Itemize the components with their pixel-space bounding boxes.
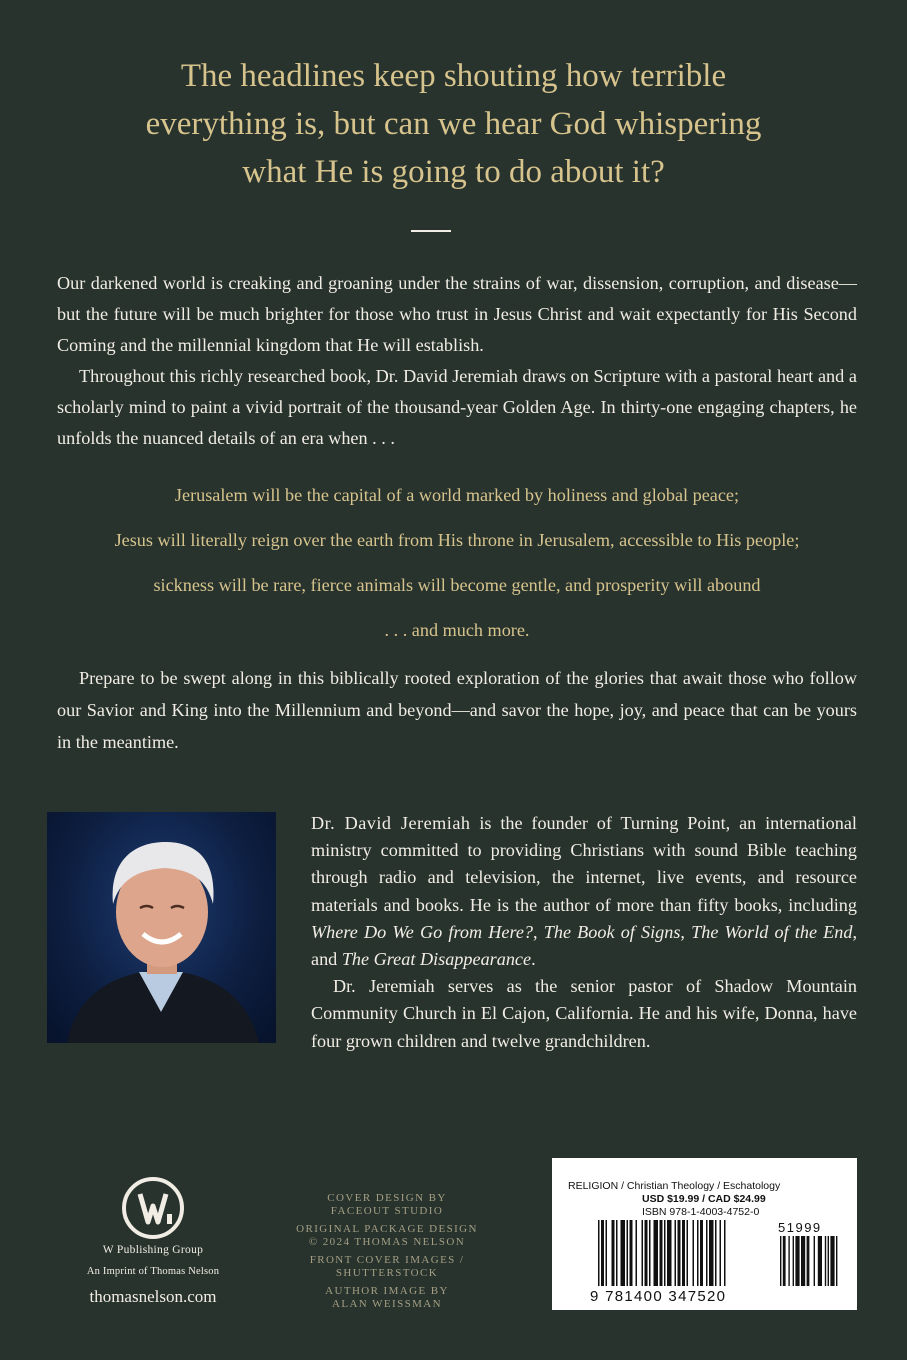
- highlight-item: sickness will be rare, fierce animals will become gentle, and prosperity will abound: [153, 575, 761, 595]
- design-credits: COVER DESIGN BY FACEOUT STUDIO ORIGINAL PACKAGE DESIGN © 2024 THOMAS NELSON FRONT COVER IMAGES / SHUTTERSTOCK AUTHOR IMAGE BY ALAN WEISSMAN: [296, 1192, 478, 1310]
- headline: [70, 52, 837, 196]
- price-addon: 51999: [778, 1220, 822, 1235]
- author-name: Dr. David Jeremiah: [311, 813, 471, 833]
- price-label: USD $19.99 / CAD $24.99: [642, 1193, 766, 1205]
- headline-line: The headlines keep shouting how terrible: [180, 58, 727, 94]
- closing-paragraph: Prepare to be swept along in this biblically rooted exploration of the glories that await those who follow our Savior and King into the Millennium and beyond—and savor the hope, joy, and peace that can be yours in the meantime.: [57, 668, 857, 752]
- publisher-imprint: An Imprint of Thomas Nelson: [86, 1266, 220, 1277]
- description-paragraph: Our darkened world is creaking and groaning under the strains of war, dissension, corruption, and disease—but the future will be much brighter for those who trust in Jesus Christ and wait expectantly for His Second Coming and the millennial kingdom that He will establish.: [57, 273, 857, 355]
- bio-paragraph: Dr. David Jeremiah is the founder of Turning Point, an international ministry committed to providing Christians with sound Bible teaching through radio and television, the internet, live events, and resource materials and books. He is the author of more than fifty books, including Where Do We Go from Here?, The Book of Signs, The World of the End, and The Great Disappearance.: [311, 813, 858, 970]
- book-title: Where Do We Go from Here?: [311, 921, 534, 942]
- headline-line: what He is going to do about it?: [242, 154, 665, 190]
- highlight-list: [57, 482, 857, 662]
- bio-paragraph: Dr. Jeremiah serves as the senior pastor of Shadow Mountain Community Church in El Cajon, California. He and his wife, Donna, have four grown children and twelve grandchildren.: [311, 976, 857, 1051]
- divider-rule: [411, 230, 451, 232]
- book-title: The Book of Signs: [543, 921, 681, 942]
- publisher-url: thomasnelson.com: [89, 1287, 217, 1306]
- book-title: The Great Disappearance: [341, 949, 532, 970]
- publisher-block: [48, 1176, 258, 1307]
- category-label: RELIGION / Christian Theology / Eschatology: [568, 1180, 781, 1192]
- highlight-item: Jesus will literally reign over the earth from His throne in Jerusalem, accessible to His people;: [114, 530, 800, 550]
- book-title: The World of the End: [691, 921, 853, 942]
- description: [57, 268, 857, 454]
- headline-line: everything is, but can we hear God whispering: [145, 106, 762, 142]
- isbn-digits: 9 781400 347520: [590, 1288, 727, 1305]
- highlight-item: Jerusalem will be the capital of a world marked by holiness and global peace;: [174, 485, 740, 505]
- barcode-box: [552, 1158, 857, 1310]
- author-photo: [47, 812, 276, 1043]
- author-bio: [311, 810, 857, 1055]
- description-paragraph: Throughout this richly researched book, Dr. David Jeremiah draws on Scripture with a pastoral heart and a scholarly mind to paint a vivid portrait of the thousand-year Golden Age. In thirty-one engaging chapters, he unfolds the nuanced details of an era when . . .: [57, 366, 857, 448]
- highlight-item: . . . and much more.: [384, 620, 530, 640]
- isbn-label: ISBN 978-1-4003-4752-0: [642, 1206, 760, 1218]
- publisher-logo-icon: [121, 1176, 185, 1240]
- publisher-name: W Publishing Group: [102, 1244, 204, 1256]
